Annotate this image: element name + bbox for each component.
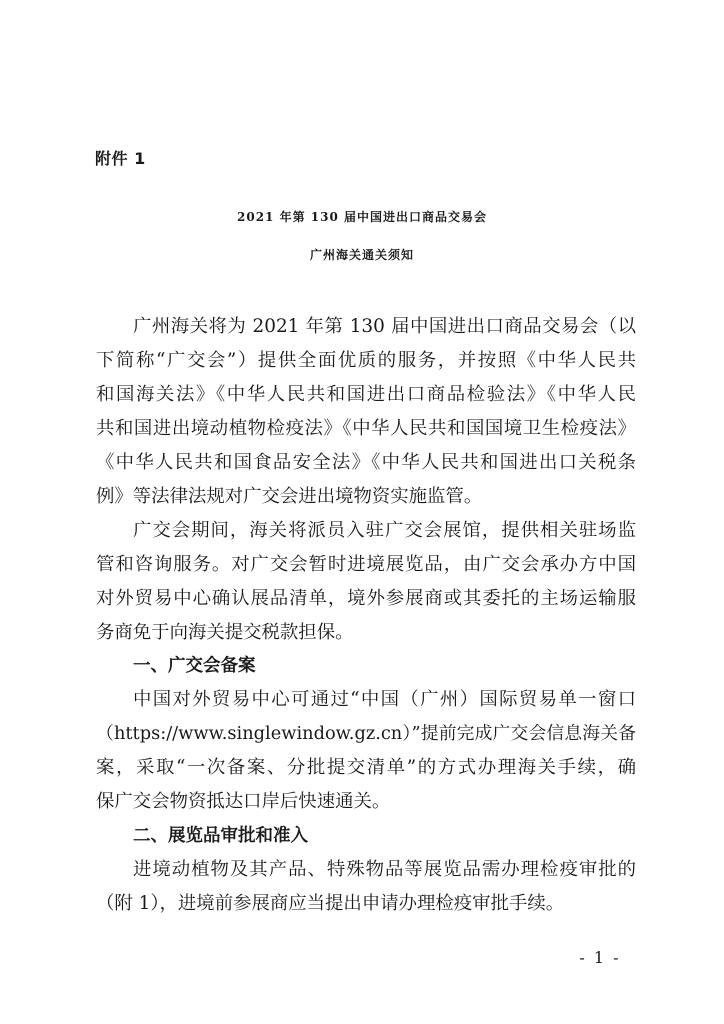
paragraph-1-line: 广州海关将为 2021 年第 130 届中国进出口商品交易会（以 (133, 316, 636, 337)
section-1-line: 保广交会物资抵达口岸后快速通关。 (96, 791, 391, 812)
attachment-label: 附件 1 (95, 149, 146, 168)
section-2-heading: 二、展览品审批和准入 (133, 826, 308, 846)
document-title-line-2: 广州海关通关须知 (309, 248, 414, 262)
paragraph-1-line: 共和国进出境动植物检疫法》《中华人民共和国国境卫生检疫法》 (96, 418, 636, 439)
paragraph-2-line: 广交会期间，海关将派员入驻广交会展馆，提供相关驻场监 (133, 520, 636, 541)
paragraph-1-line: 和国海关法》《中华人民共和国进出口商品检验法》《中华人民 (96, 384, 636, 405)
paragraph-1-line: 下简称“广交会”）提供全面优质的服务，并按照《中华人民共 (96, 350, 636, 371)
paragraph-1-line: 例》等法律法规对广交会进出境物资实施监管。 (96, 486, 483, 507)
paragraph-1-line: 《中华人民共和国食品安全法》《中华人民共和国进出口关税条 (96, 452, 636, 473)
paragraph-2-line: 对外贸易中心确认展品清单，境外参展商或其委托的主场运输服 (96, 588, 636, 609)
section-2-line: （附 1），进境前参展商应当提出申请办理检疫审批手续。 (96, 893, 565, 914)
section-1-line: 案，采取“一次备案、分批提交清单”的方式办理海关手续，确 (96, 757, 636, 778)
section-1-line: 中国对外贸易中心可通过“中国（广州）国际贸易单一窗口 (133, 689, 636, 710)
section-1-line: （https://www.singlewindow.gz.cn）”提前完成广交会信息海关备 (96, 723, 636, 744)
section-1-heading: 一、广交会备案 (133, 656, 256, 676)
paragraph-2-line: 务商免于向海关提交税款担保。 (96, 622, 354, 643)
page-number: - 1 - (579, 948, 621, 967)
section-2-line: 进境动植物及其产品、特殊物品等展览品需办理检疫审批的 (133, 859, 636, 880)
document-title-line-1: 2021 年第 130 届中国进出口商品交易会 (237, 210, 487, 224)
paragraph-2-line: 管和咨询服务。对广交会暂时进境展览品，由广交会承办方中国 (96, 554, 636, 575)
